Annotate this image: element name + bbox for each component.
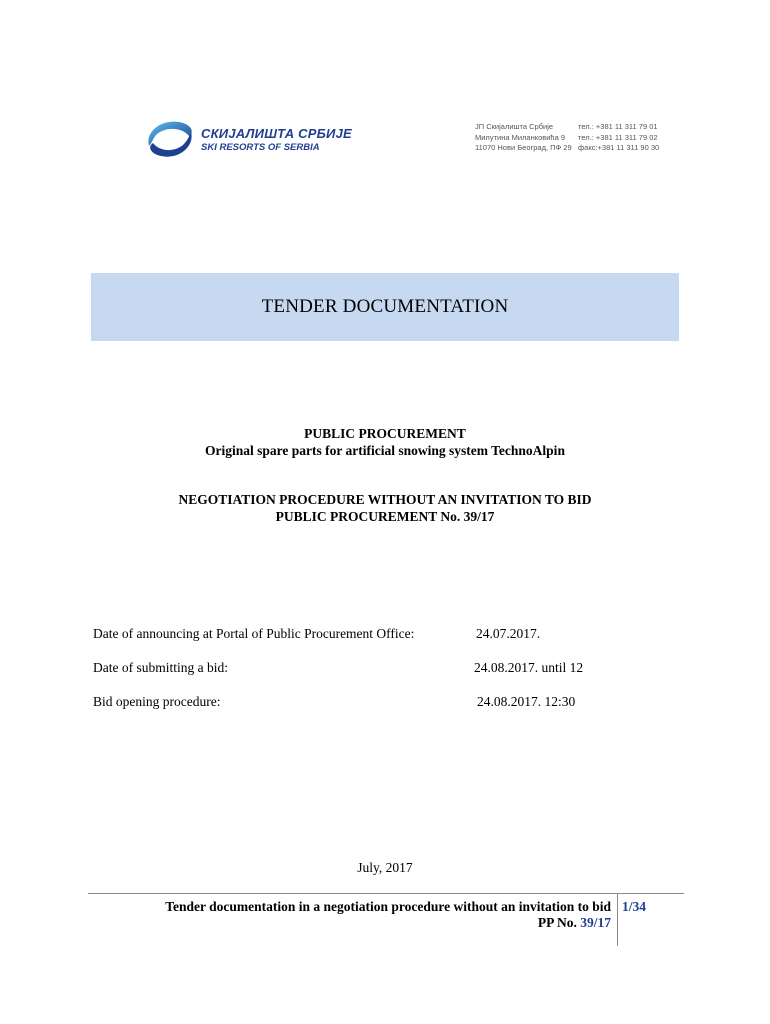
contact-address xyxy=(475,122,572,154)
title-banner xyxy=(91,273,679,341)
document-title: TENDER DOCUMENTATION xyxy=(261,296,509,317)
header-logo xyxy=(143,116,353,162)
address-line: Милутина Миланковића 9 xyxy=(475,132,566,142)
submission-date-label: Date of submitting a bid: xyxy=(93,660,228,675)
procedure-heading: NEGOTIATION PROCEDURE WITHOUT AN INVITATION TO BID xyxy=(178,492,592,507)
fax-line: факс:+381 11 311 90 30 xyxy=(578,143,660,152)
submission-date-value: 24.08.2017. until 12 xyxy=(474,660,584,675)
contact-phones xyxy=(578,122,659,154)
procurement-subject xyxy=(0,425,770,459)
address-line: 11070 Нови Београд, ПФ 29 xyxy=(475,143,572,152)
footer-pp-line xyxy=(88,915,611,931)
procurement-description: Original spare parts for artificial snowing system TechnoAlpin xyxy=(205,443,565,458)
ski-resort-swirl-icon xyxy=(143,116,197,162)
phone-line: тел.: +381 11 311 79 01 xyxy=(578,122,658,131)
logo-subtitle: SKI RESORTS OF SERBIA xyxy=(201,142,320,153)
footer-rule xyxy=(88,893,684,894)
procedure-type xyxy=(0,491,770,525)
announcement-date-value: 24.07.2017. xyxy=(476,626,541,641)
footer-caption-line: Tender documentation in a negotiation procedure without an invitation to bid xyxy=(165,899,611,914)
footer-pp-number: 39/17 xyxy=(580,915,611,930)
procurement-heading: PUBLIC PROCUREMENT xyxy=(304,426,466,441)
phone-line: тел.: +381 11 311 79 02 xyxy=(578,132,658,142)
announcement-date-label: Date of announcing at Portal of Public Procurement Office: xyxy=(93,626,415,641)
procurement-number: PUBLIC PROCUREMENT No. 39/17 xyxy=(275,509,495,524)
footer-divider xyxy=(617,893,618,946)
logo-title: СКИЈАЛИШТА СРБИЈЕ xyxy=(201,126,352,141)
bid-opening-label: Bid opening procedure: xyxy=(93,694,221,709)
issue-date: July, 2017 xyxy=(357,860,413,875)
footer-pp-prefix: PP No. xyxy=(537,915,581,930)
footer-caption xyxy=(88,899,611,931)
page-number: 1/34 xyxy=(622,899,647,914)
bid-opening-value: 24.08.2017. 12:30 xyxy=(477,694,576,709)
address-line: ЈП Скијалишта Србије xyxy=(475,122,554,131)
